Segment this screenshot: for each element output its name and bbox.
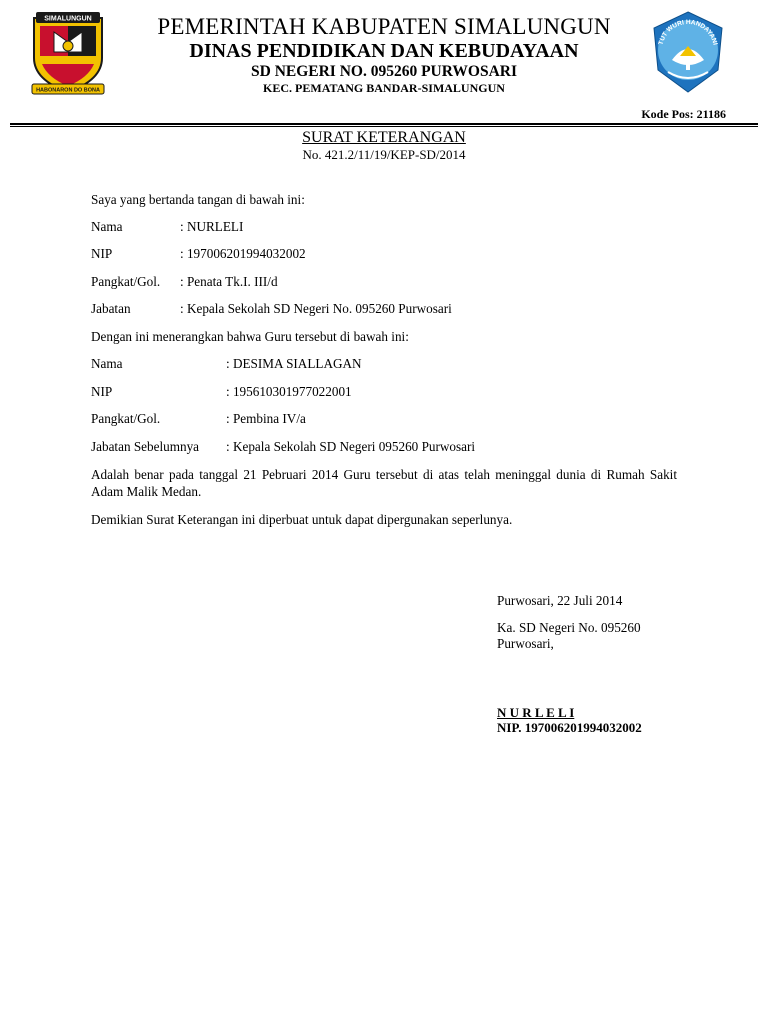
letterhead-government-title: PEMERINTAH KABUPATEN SIMALUNGUN xyxy=(157,14,611,39)
letterhead-divider-thin xyxy=(10,126,758,127)
letterhead-district: KEC. PEMATANG BANDAR-SIMALUNGUN xyxy=(263,81,505,95)
letterhead-divider-thick xyxy=(10,123,758,125)
subject-name-label: Nama xyxy=(91,356,123,371)
postal-code: Kode Pos: 21186 xyxy=(641,107,726,121)
crest-ribbon-text: HABONARON DO BONA xyxy=(36,87,100,94)
subject-nip-value: : 195610301977022001 xyxy=(226,384,352,399)
signer-nip-label: NIP xyxy=(91,246,113,261)
signer-position-label: Jabatan xyxy=(91,301,131,316)
subject-name-value: : DESIMA SIALLAGAN xyxy=(226,356,362,371)
signature-position-line2: Purwosari, xyxy=(497,636,554,651)
letterhead-school-name: SD NEGERI NO. 095260 PURWOSARI xyxy=(251,63,517,80)
letterhead-department-title: DINAS PENDIDIKAN DAN KEBUDAYAAN xyxy=(189,40,579,62)
letter-number: No. 421.2/11/19/KEP-SD/2014 xyxy=(302,147,466,162)
signer-name-label: Nama xyxy=(91,219,123,234)
subject-rank-label: Pangkat/Gol. xyxy=(91,411,161,426)
subject-nip-label: NIP xyxy=(91,384,113,399)
intro-text: Saya yang bertanda tangan di bawah ini: xyxy=(91,192,305,207)
letter-title: SURAT KETERANGAN xyxy=(302,129,466,146)
signature-nip: NIP. 197006201994032002 xyxy=(497,720,642,735)
signature-position-line1: Ka. SD Negeri No. 095260 xyxy=(497,620,641,635)
emblem-arc-text: TUT WURI HANDAYANI xyxy=(657,18,719,46)
subject-intro-text: Dengan ini menerangkan bahwa Guru tersebut di bawah ini: xyxy=(91,329,409,344)
signer-nip-value: : 197006201994032002 xyxy=(180,246,306,261)
signature-name: N U R L E L I xyxy=(497,705,575,720)
signature-place-date: Purwosari, 22 Juli 2014 xyxy=(497,593,623,608)
signer-position-value: : Kepala Sekolah SD Negeri No. 095260 Purwosari xyxy=(180,301,452,316)
closing-paragraph: Demikian Surat Keterangan ini diperbuat untuk dapat dipergunakan seperlunya. xyxy=(91,512,513,527)
statement-paragraph: Adalah benar pada tanggal 21 Pebruari 2014 Guru tersebut di atas telah meninggal dunia di Rumah Sakit Adam Malik Medan. xyxy=(91,467,677,499)
subject-previous-position-value: : Kepala Sekolah SD Negeri 095260 Purwosari xyxy=(226,439,476,454)
subject-previous-position-label: Jabatan Sebelumnya xyxy=(91,439,200,454)
signer-rank-label: Pangkat/Gol. xyxy=(91,274,161,289)
crest-top-text: SIMALUNGUN xyxy=(44,15,92,23)
subject-rank-value: : Pembina IV/a xyxy=(226,411,306,426)
signer-rank-value: : Penata Tk.I. III/d xyxy=(180,274,278,289)
signer-name-value: : NURLELI xyxy=(180,219,244,234)
